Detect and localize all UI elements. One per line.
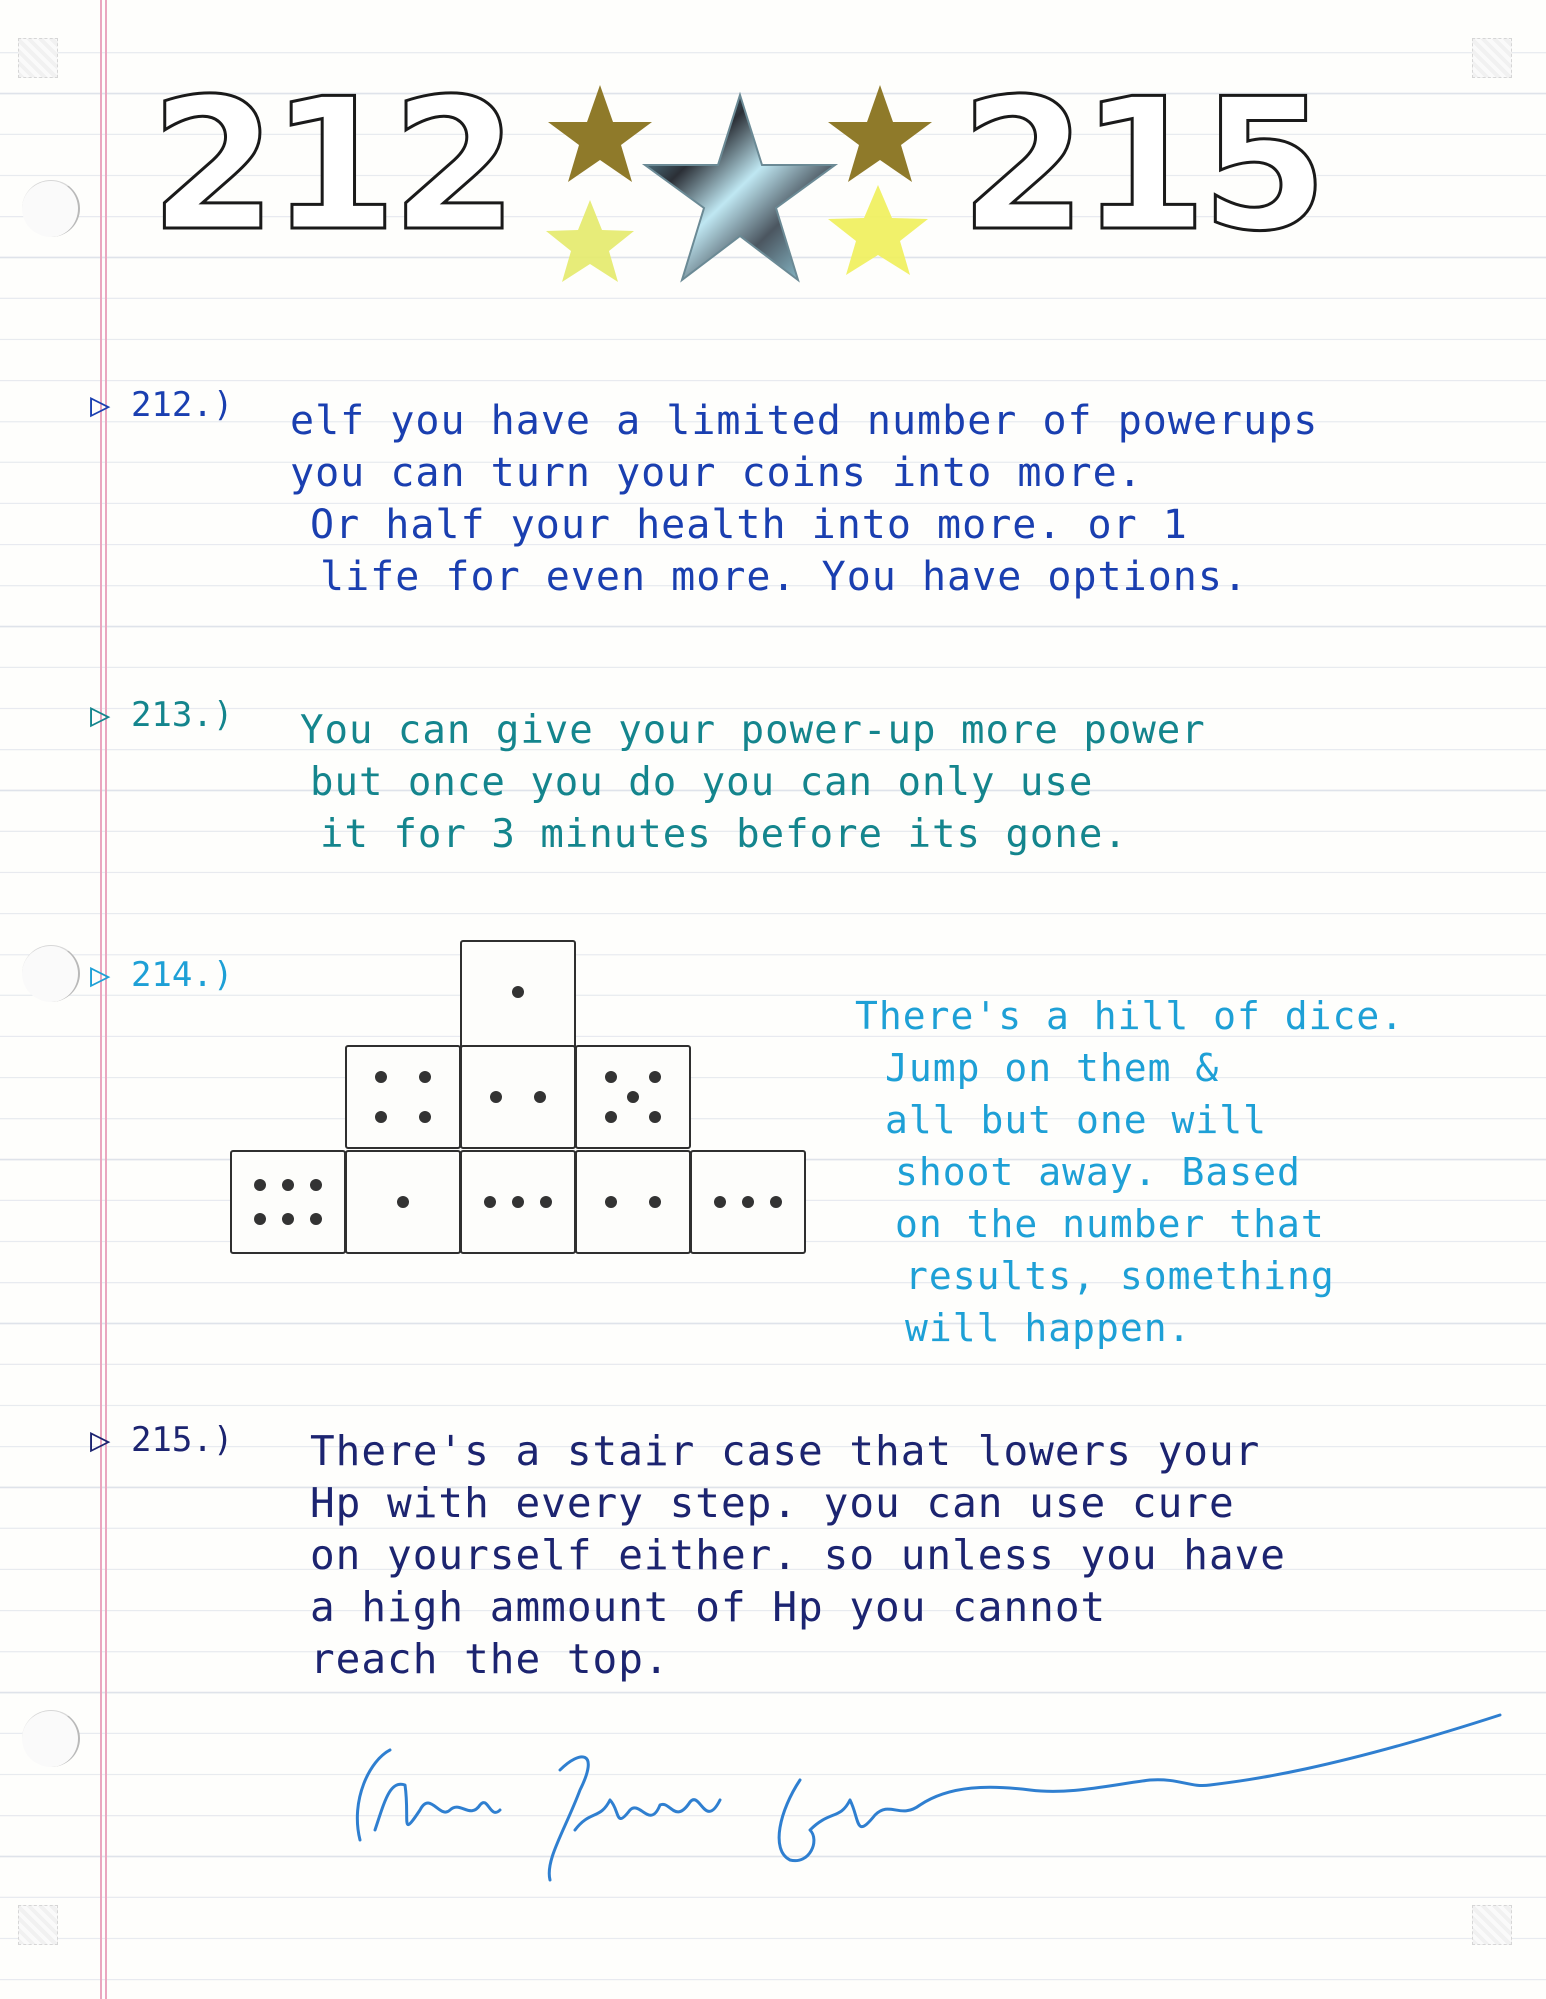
die-pip bbox=[540, 1196, 552, 1208]
die-pip bbox=[605, 1111, 617, 1123]
title-right-number: 215 bbox=[960, 59, 1322, 271]
die-pip bbox=[484, 1196, 496, 1208]
die-pip bbox=[282, 1179, 294, 1191]
die-pip bbox=[310, 1213, 322, 1225]
binder-hole bbox=[22, 945, 80, 1002]
entry-line: Or half your health into more. or 1 bbox=[310, 502, 1188, 548]
die-3 bbox=[460, 1150, 576, 1254]
entry-line: elf you have a limited number of powerups bbox=[290, 398, 1319, 444]
scan-corner-mark bbox=[18, 1905, 58, 1945]
die-pip bbox=[419, 1071, 431, 1083]
die-3 bbox=[690, 1150, 806, 1254]
entry-line: Jump on them & bbox=[885, 1046, 1220, 1090]
yellow-star-icon bbox=[546, 200, 634, 282]
signature bbox=[330, 1690, 1520, 1920]
margin-line bbox=[105, 0, 107, 1999]
die-pip bbox=[714, 1196, 726, 1208]
die-pip bbox=[605, 1196, 617, 1208]
die-pip bbox=[742, 1196, 754, 1208]
yellow-star-icon bbox=[828, 185, 928, 275]
die-2 bbox=[575, 1150, 691, 1254]
entry-212-label: ▷ 212.) bbox=[90, 385, 234, 425]
die-pip bbox=[649, 1111, 661, 1123]
entry-line: There's a hill of dice. bbox=[855, 994, 1405, 1038]
binder-hole bbox=[22, 1710, 80, 1767]
holographic-star-icon bbox=[645, 95, 835, 280]
entry-line: you can turn your coins into more. bbox=[290, 450, 1143, 496]
entry-214-text bbox=[855, 990, 1404, 1354]
dice-hill-drawing bbox=[230, 940, 800, 1260]
entry-line: You can give your power-up more power bbox=[300, 708, 1206, 753]
entry-line: but once you do you can only use bbox=[310, 760, 1094, 805]
entry-line: will happen. bbox=[905, 1306, 1192, 1350]
die-pip bbox=[310, 1179, 322, 1191]
die-pip bbox=[419, 1111, 431, 1123]
entry-line: life for even more. You have options. bbox=[320, 554, 1249, 600]
die-pip bbox=[512, 1196, 524, 1208]
die-2 bbox=[460, 1045, 576, 1149]
die-4 bbox=[345, 1045, 461, 1149]
entry-215-text bbox=[310, 1425, 1286, 1685]
scan-corner-mark bbox=[18, 38, 58, 78]
die-pip bbox=[512, 986, 524, 998]
die-pip bbox=[605, 1071, 617, 1083]
entry-line: it for 3 minutes before its gone. bbox=[320, 812, 1128, 857]
die-pip bbox=[649, 1071, 661, 1083]
entry-line: on the number that bbox=[895, 1202, 1325, 1246]
entry-line: reach the top. bbox=[310, 1635, 670, 1683]
die-pip bbox=[770, 1196, 782, 1208]
die-1 bbox=[345, 1150, 461, 1254]
gold-star-icon bbox=[548, 85, 652, 182]
die-pip bbox=[534, 1091, 546, 1103]
margin-line bbox=[100, 0, 102, 1999]
entry-line: There's a stair case that lowers your bbox=[310, 1427, 1261, 1475]
entry-line: results, something bbox=[905, 1254, 1335, 1298]
entry-line: shoot away. Based bbox=[895, 1150, 1301, 1194]
die-pip bbox=[254, 1213, 266, 1225]
die-pip bbox=[627, 1091, 639, 1103]
die-1 bbox=[460, 940, 576, 1049]
entry-line: a high ammount of Hp you cannot bbox=[310, 1583, 1107, 1631]
die-6 bbox=[230, 1150, 346, 1254]
entry-214-label: ▷ 214.) bbox=[90, 955, 234, 995]
die-5 bbox=[575, 1045, 691, 1149]
entry-line: on yourself either. so unless you have bbox=[310, 1531, 1286, 1579]
die-pip bbox=[397, 1196, 409, 1208]
title-left-number: 212 bbox=[150, 59, 512, 271]
entry-212-text bbox=[290, 395, 1318, 603]
die-pip bbox=[490, 1091, 502, 1103]
scan-corner-mark bbox=[1472, 38, 1512, 78]
entry-213-text bbox=[300, 705, 1206, 861]
entry-213-label: ▷ 213.) bbox=[90, 695, 234, 735]
entry-215-label: ▷ 215.) bbox=[90, 1420, 234, 1460]
star-stickers bbox=[530, 70, 950, 310]
die-pip bbox=[375, 1071, 387, 1083]
die-pip bbox=[375, 1111, 387, 1123]
binder-hole bbox=[22, 180, 80, 237]
die-pip bbox=[254, 1179, 266, 1191]
die-pip bbox=[649, 1196, 661, 1208]
entry-line: Hp with every step. you can use cure bbox=[310, 1479, 1235, 1527]
die-pip bbox=[282, 1213, 294, 1225]
gold-star-icon bbox=[828, 85, 932, 182]
entry-line: all but one will bbox=[885, 1098, 1268, 1142]
